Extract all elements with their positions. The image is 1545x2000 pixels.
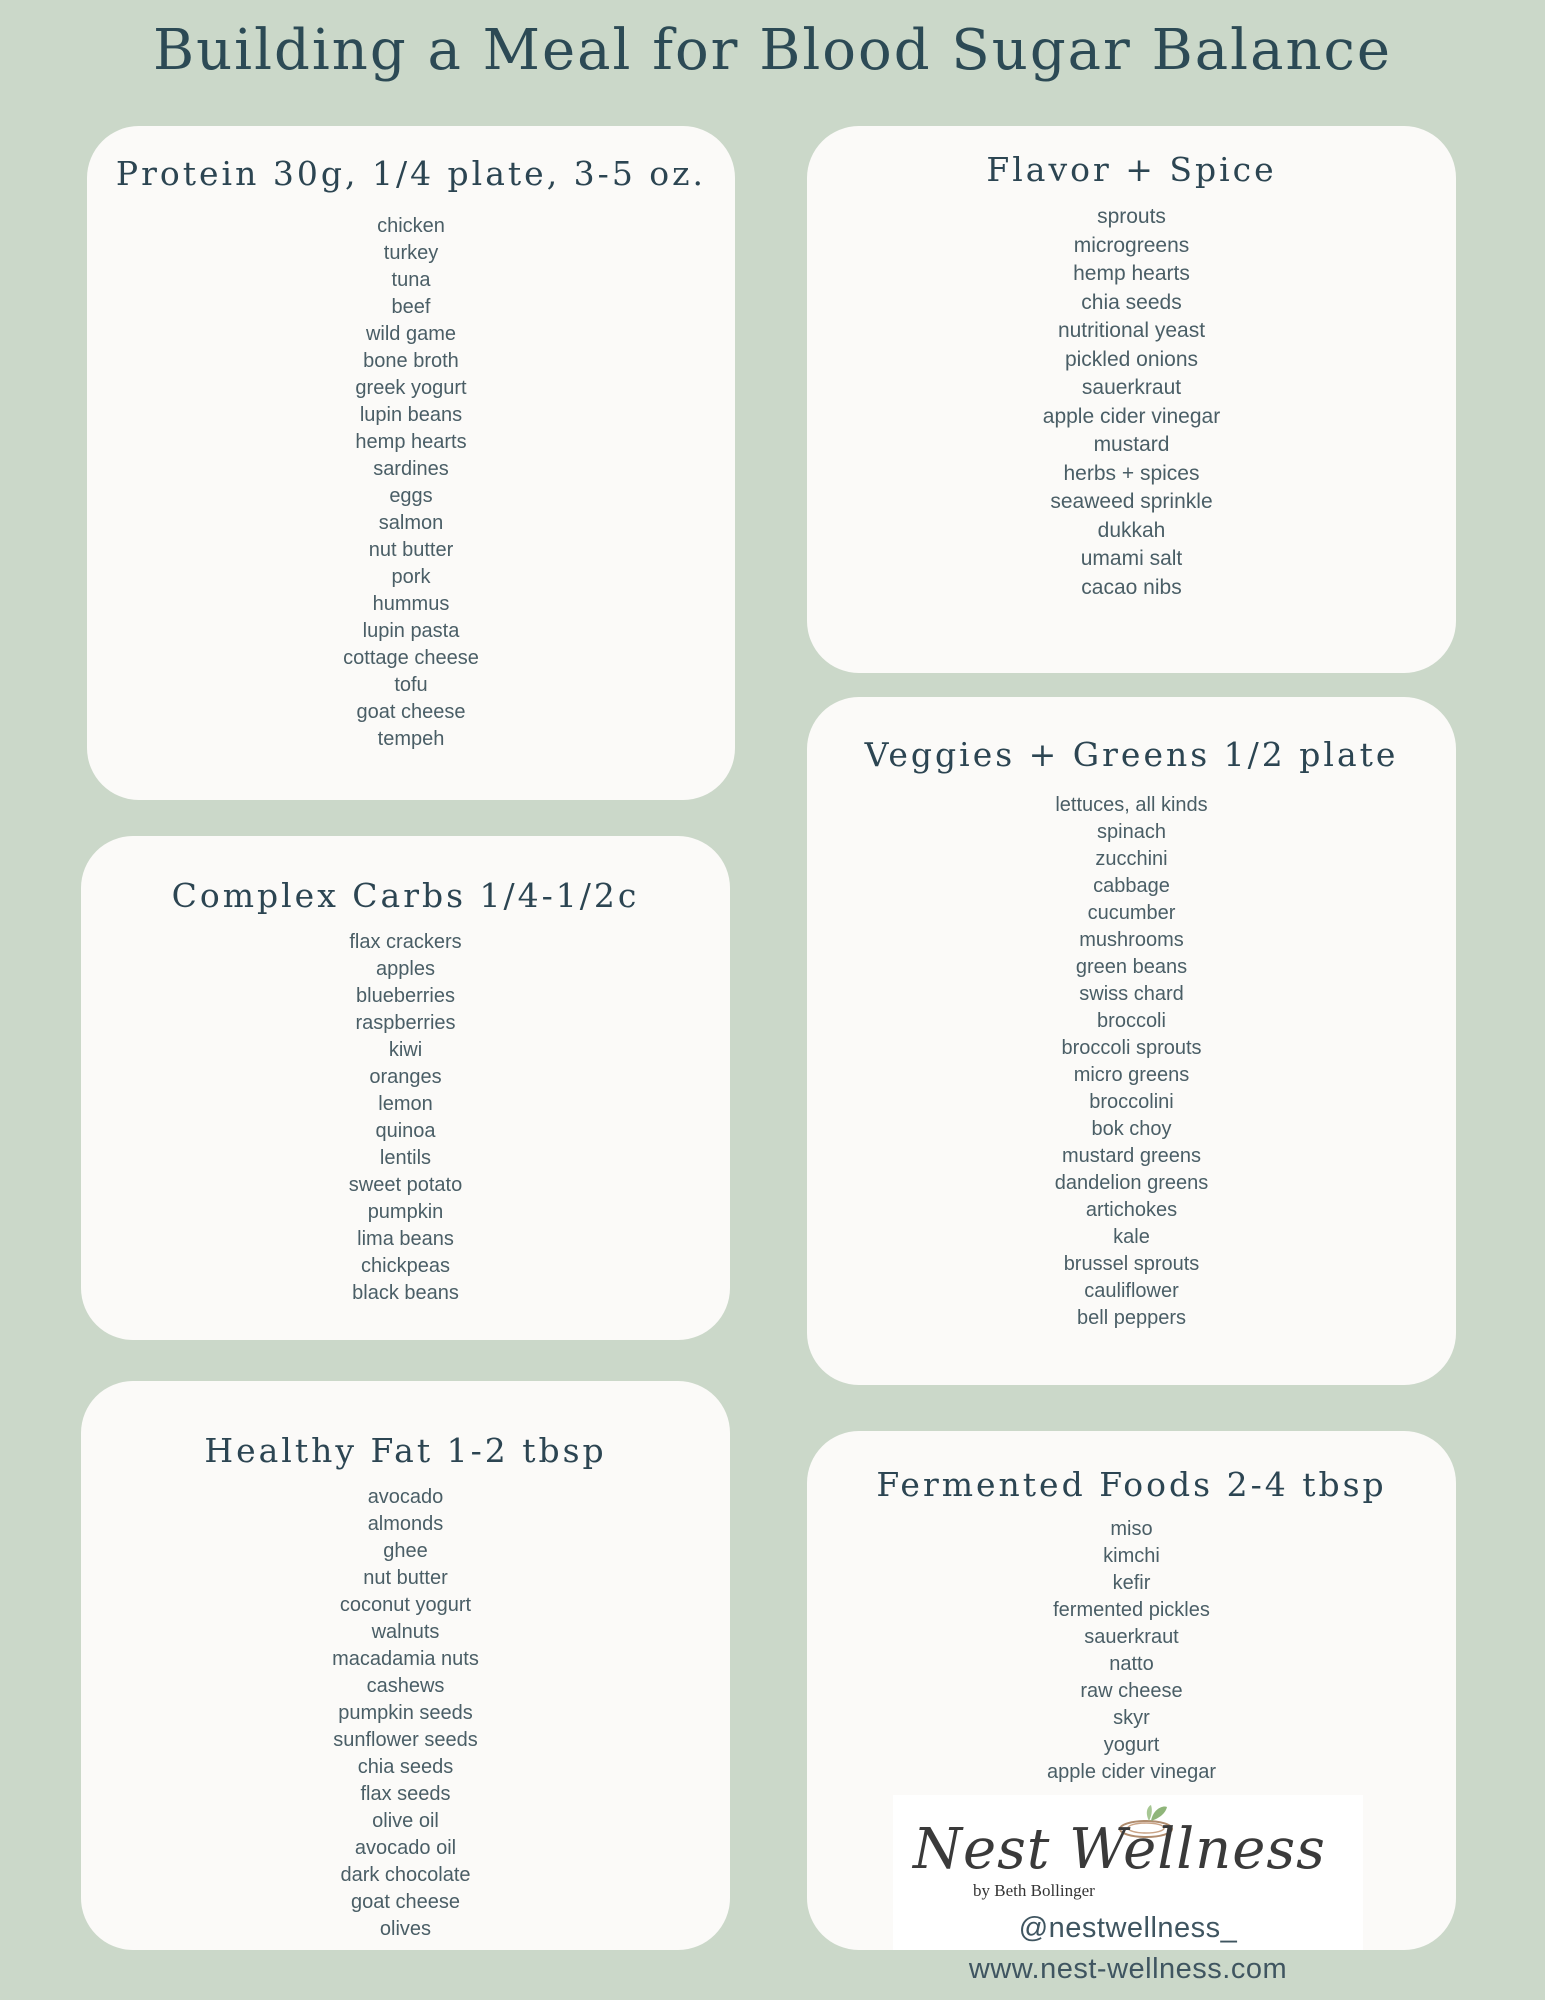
- list-item: blueberries: [356, 985, 455, 1007]
- list-item: dandelion greens: [1054, 1172, 1209, 1194]
- carbs-card: [81, 836, 730, 1340]
- list-item: sunflower seeds: [333, 1729, 478, 1751]
- list-item: green beans: [1075, 956, 1188, 978]
- list-item: coconut yogurt: [339, 1594, 472, 1616]
- list-item: ghee: [383, 1540, 428, 1562]
- list-item: micro greens: [1073, 1064, 1190, 1086]
- list-item: lupin beans: [359, 404, 463, 426]
- list-item: dark chocolate: [340, 1864, 471, 1886]
- list-item: bone broth: [363, 350, 459, 372]
- list-item: olive oil: [372, 1810, 439, 1832]
- list-item: greek yogurt: [355, 377, 467, 399]
- list-item: black beans: [352, 1282, 459, 1304]
- logo-byline: by Beth Bollinger: [973, 1881, 1095, 1900]
- list-item: hemp hearts: [1073, 262, 1190, 285]
- list-item: chickpeas: [361, 1255, 450, 1277]
- list-item: quinoa: [375, 1120, 436, 1142]
- list-item: avocado: [367, 1486, 444, 1508]
- list-item: skyr: [1113, 1707, 1150, 1729]
- list-item: lentils: [379, 1147, 432, 1169]
- protein-card: [87, 126, 735, 800]
- list-item: pumpkin: [367, 1201, 444, 1223]
- list-item: lettuces, all kinds: [1055, 794, 1208, 816]
- list-item: nutritional yeast: [1057, 319, 1206, 342]
- fat-heading: Healthy Fat 1-2 tbsp: [204, 1431, 607, 1470]
- list-item: mustard greens: [1062, 1145, 1201, 1167]
- list-item: chicken: [377, 215, 445, 237]
- flavor-card: [807, 126, 1456, 673]
- list-item: eggs: [389, 485, 433, 507]
- fat-list: [81, 1484, 730, 1943]
- social-handle: @nestwellness_: [1018, 1912, 1238, 1944]
- list-item: walnuts: [371, 1621, 440, 1643]
- list-item: natto: [1109, 1653, 1154, 1675]
- list-item: chia seeds: [357, 1756, 454, 1778]
- list-item: beef: [391, 296, 431, 318]
- list-item: swiss chard: [1079, 983, 1184, 1005]
- list-item: cottage cheese: [343, 647, 479, 669]
- list-item: turkey: [383, 242, 439, 264]
- list-item: yogurt: [1103, 1734, 1160, 1756]
- fat-card: [81, 1381, 730, 1950]
- list-item: almonds: [367, 1513, 444, 1535]
- list-item: kefir: [1112, 1572, 1151, 1594]
- list-item: kiwi: [388, 1039, 423, 1061]
- list-item: brussel sprouts: [1063, 1253, 1200, 1275]
- list-item: hemp hearts: [355, 431, 467, 453]
- list-item: seaweed sprinkle: [1050, 490, 1213, 513]
- list-item: kale: [1113, 1226, 1150, 1248]
- list-item: sardines: [373, 458, 449, 480]
- list-item: sauerkraut: [1084, 1626, 1179, 1648]
- list-item: sprouts: [1097, 205, 1166, 228]
- protein-list: [87, 213, 735, 753]
- list-item: oranges: [369, 1066, 442, 1088]
- veggies-card: [807, 697, 1456, 1385]
- list-item: cacao nibs: [1081, 575, 1182, 599]
- list-item: broccoli sprouts: [1061, 1037, 1202, 1059]
- list-item: raw cheese: [1080, 1680, 1183, 1702]
- list-item: cabbage: [1093, 875, 1170, 897]
- list-item: lemon: [378, 1093, 433, 1115]
- list-item: tofu: [394, 674, 428, 696]
- list-item: nut butter: [363, 1567, 448, 1589]
- list-item: dukkah: [1097, 518, 1166, 542]
- carbs-heading: Complex Carbs 1/4-1/2c: [171, 876, 640, 915]
- list-item: olives: [379, 1918, 432, 1940]
- list-item: cucumber: [1087, 902, 1176, 924]
- list-item: apples: [376, 958, 435, 980]
- list-item: nut butter: [368, 539, 454, 561]
- page-title: Building a Meal for Blood Sugar Balance: [152, 18, 1393, 83]
- flavor-list: [807, 203, 1456, 602]
- list-item: herbs + spices: [1063, 461, 1200, 485]
- ferment-list: [807, 1516, 1456, 1786]
- list-item: raspberries: [355, 1012, 456, 1034]
- list-item: hummus: [372, 593, 450, 615]
- list-item: kimchi: [1103, 1545, 1160, 1567]
- list-item: wild game: [365, 323, 457, 345]
- logo-script-text: Nest Wellness: [913, 1817, 1326, 1882]
- list-item: chia seeds: [1081, 290, 1182, 314]
- list-item: sauerkraut: [1081, 376, 1182, 399]
- ferment-heading: Fermented Foods 2-4 tbsp: [876, 1465, 1387, 1504]
- list-item: cashews: [366, 1675, 445, 1697]
- flavor-heading: Flavor + Spice: [986, 150, 1277, 189]
- list-item: goat cheese: [356, 701, 466, 723]
- list-item: microgreens: [1073, 233, 1190, 257]
- list-item: tempeh: [377, 728, 445, 750]
- list-item: mushrooms: [1079, 929, 1184, 951]
- list-item: bok choy: [1091, 1118, 1172, 1140]
- list-item: umami salt: [1080, 547, 1183, 570]
- list-item: apple cider vinegar: [1047, 1761, 1216, 1783]
- list-item: sweet potato: [348, 1174, 463, 1196]
- list-item: avocado oil: [354, 1837, 457, 1859]
- protein-heading: Protein 30g, 1/4 plate, 3-5 oz.: [115, 154, 707, 193]
- list-item: lupin pasta: [362, 620, 460, 642]
- list-item: pumpkin seeds: [338, 1702, 473, 1724]
- list-item: macadamia nuts: [332, 1648, 479, 1670]
- list-item: miso: [1110, 1518, 1153, 1540]
- list-item: fermented pickles: [1053, 1599, 1210, 1621]
- list-item: tuna: [391, 269, 431, 291]
- list-item: artichokes: [1085, 1199, 1178, 1221]
- list-item: apple cider vinegar: [1042, 404, 1221, 428]
- veggies-heading: Veggies + Greens 1/2 plate: [864, 735, 1399, 774]
- list-item: cauliflower: [1084, 1280, 1179, 1302]
- list-item: salmon: [378, 512, 444, 534]
- list-item: goat cheese: [351, 1891, 460, 1913]
- list-item: flax crackers: [349, 931, 462, 953]
- list-item: flax seeds: [360, 1783, 451, 1805]
- list-item: pork: [391, 566, 431, 588]
- list-item: bell peppers: [1077, 1307, 1186, 1329]
- website-url: www.nest-wellness.com: [968, 1953, 1288, 1985]
- carbs-list: [81, 929, 730, 1307]
- list-item: lima beans: [357, 1228, 454, 1250]
- veggies-list: [807, 792, 1456, 1332]
- list-item: broccolini: [1089, 1091, 1174, 1113]
- list-item: zucchini: [1095, 848, 1168, 870]
- list-item: broccoli: [1097, 1010, 1166, 1032]
- list-item: mustard: [1093, 433, 1170, 456]
- list-item: pickled onions: [1064, 347, 1199, 371]
- list-item: spinach: [1097, 821, 1166, 843]
